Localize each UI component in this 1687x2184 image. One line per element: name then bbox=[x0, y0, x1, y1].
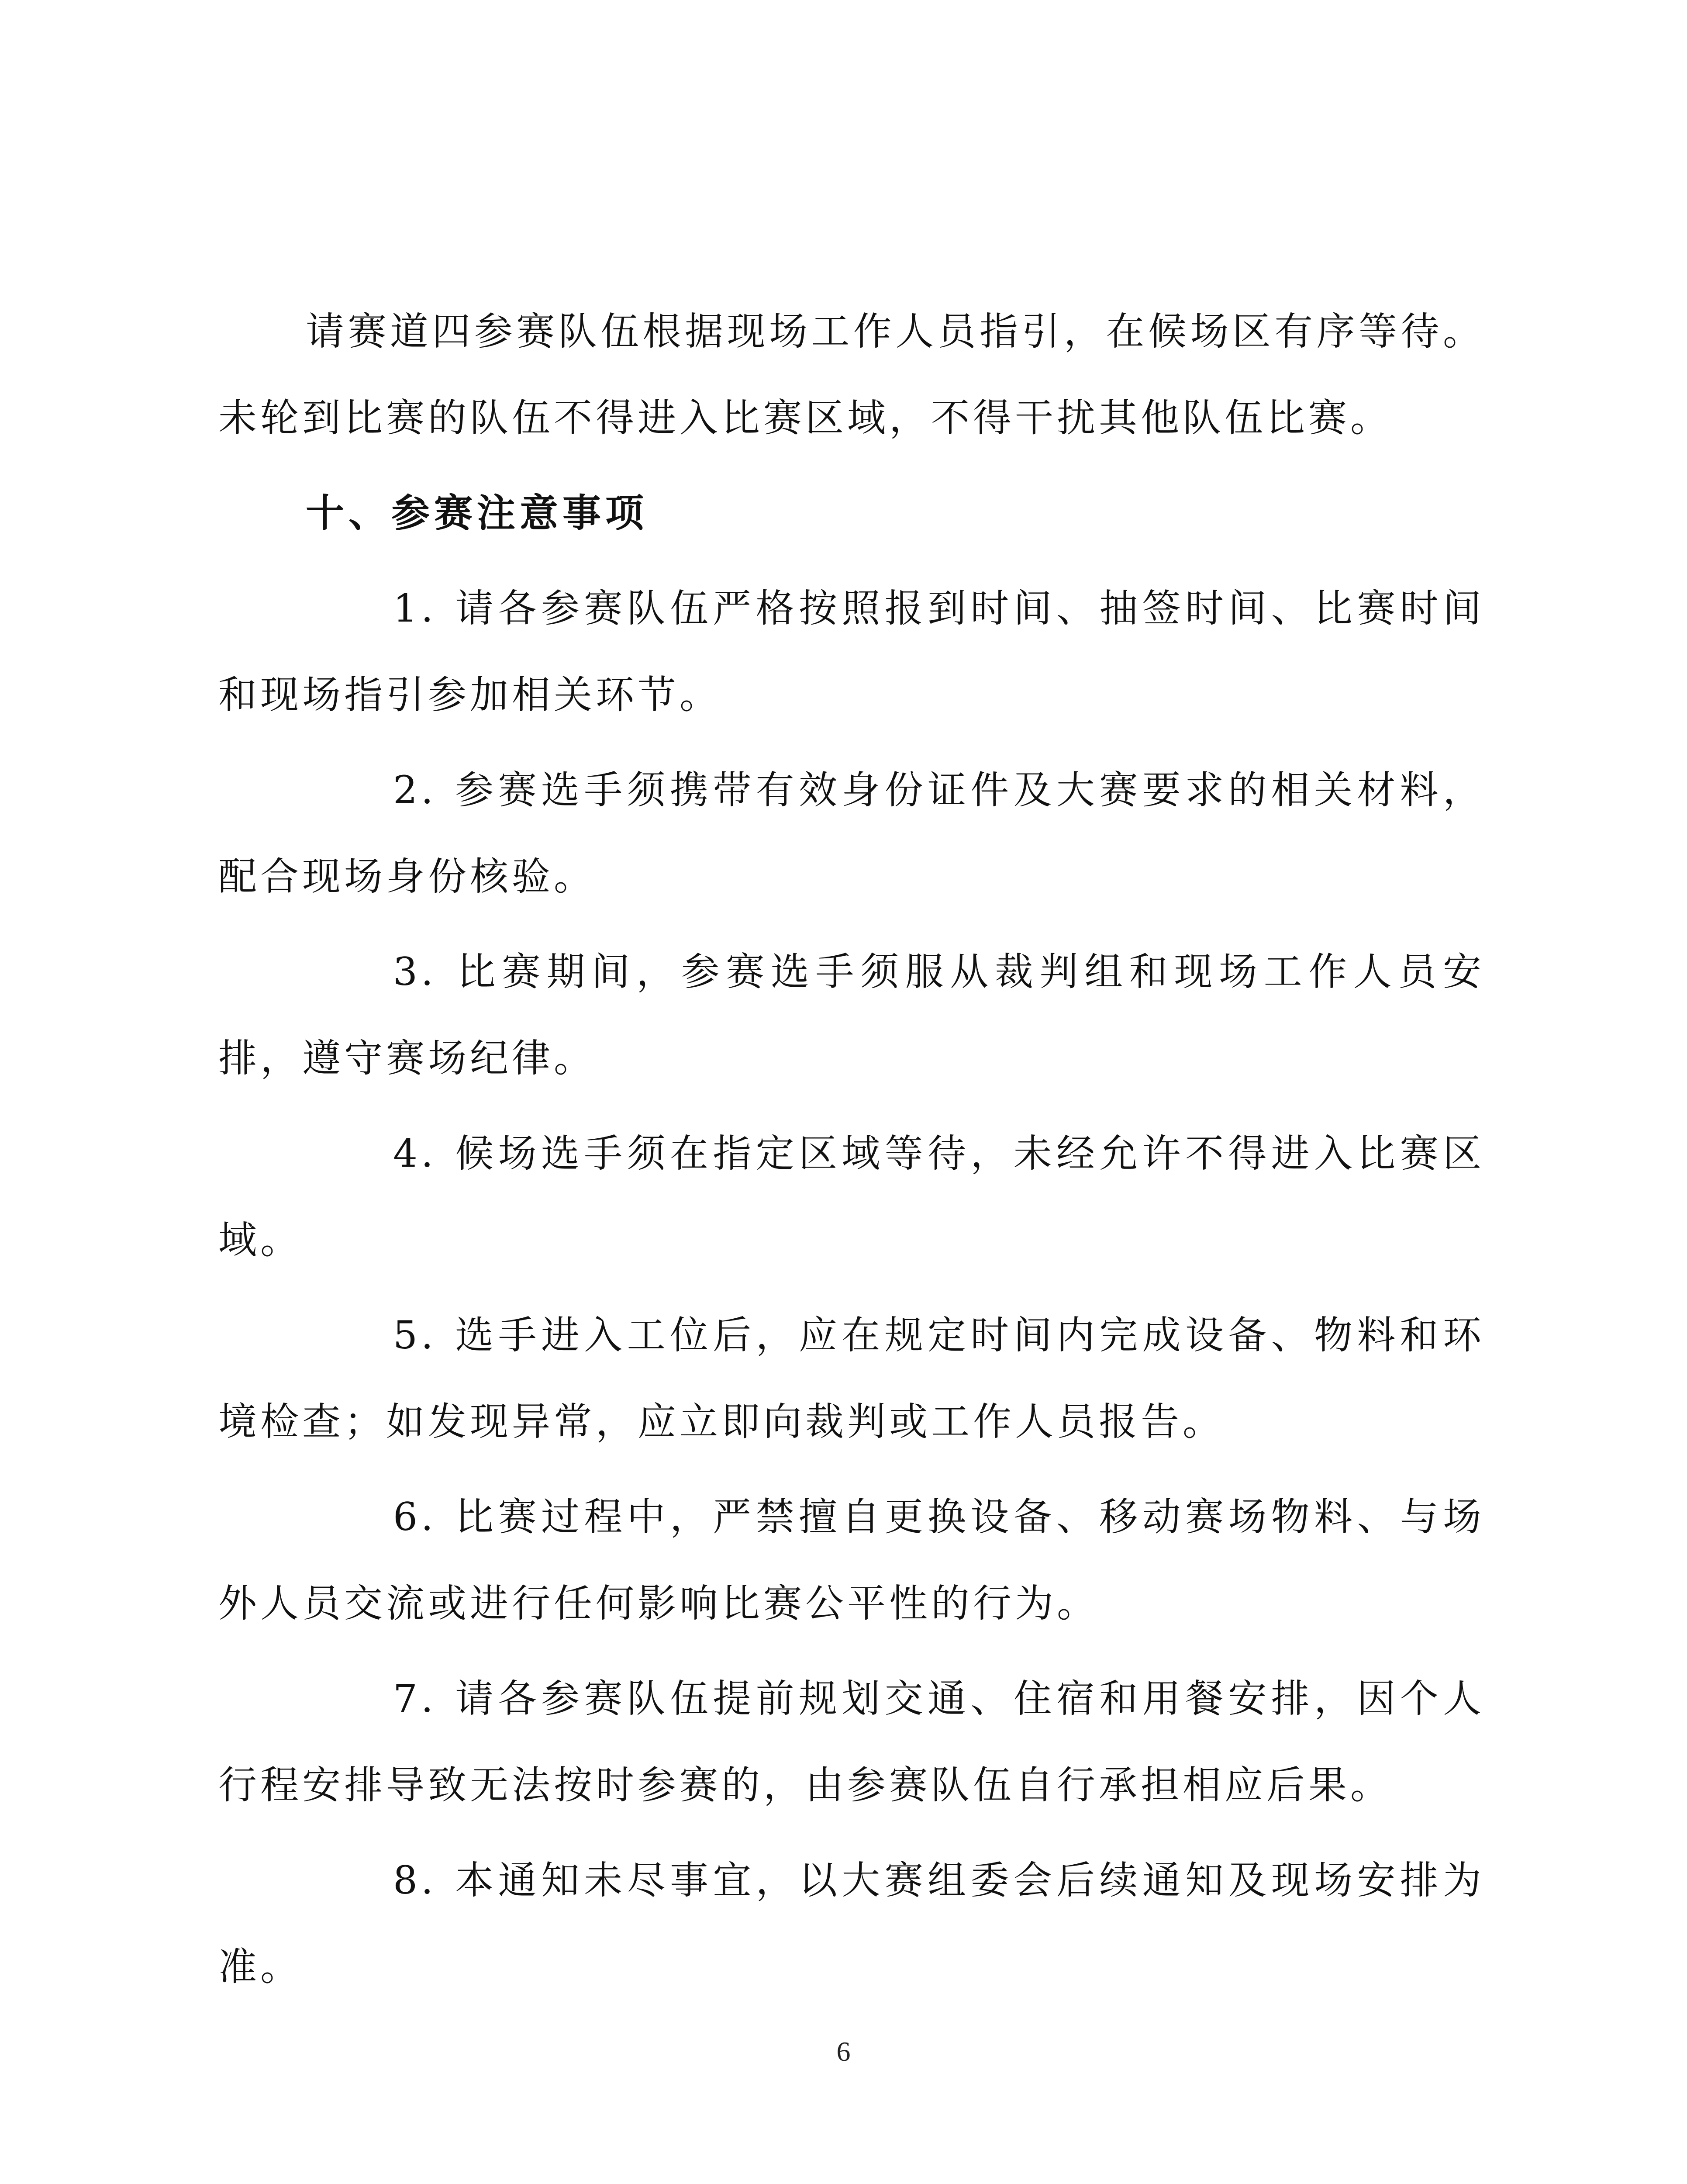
item-number: 2. bbox=[393, 767, 437, 812]
item-number: 5. bbox=[393, 1313, 437, 1358]
item-text: 候场选手须在指定区域等待，未经允许不得进入比赛区域。 bbox=[218, 1131, 1485, 1262]
list-item bbox=[218, 747, 1485, 920]
item-number: 7. bbox=[393, 1676, 437, 1721]
item-text: 比赛期间，参赛选手须服从裁判组和现场工作人员安排，遵守赛场纪律。 bbox=[218, 949, 1485, 1081]
item-text: 请各参赛队伍严格按照报到时间、抽签时间、比赛时间和现场指引参加相关环节。 bbox=[218, 586, 1485, 717]
list-item bbox=[218, 1837, 1485, 2010]
item-text: 本通知未尽事宜，以大赛组委会后续通知及现场安排为准。 bbox=[218, 1858, 1485, 1989]
item-number: 3. bbox=[393, 949, 437, 994]
item-text: 参赛选手须携带有效身份证件及大赛要求的相关材料，配合现场身份核验。 bbox=[218, 767, 1485, 899]
list-item bbox=[218, 1110, 1485, 1283]
item-text: 选手进入工位后，应在规定时间内完成设备、物料和环境检查；如发现异常，应立即向裁判或工作人员报告。 bbox=[218, 1313, 1485, 1444]
list-item bbox=[218, 1655, 1485, 1828]
item-number: 4. bbox=[393, 1131, 437, 1176]
intro-paragraph: 请赛道四参赛队伍根据现场工作人员指引，在候场区有序等待。未轮到比赛的队伍不得进入比赛区域，不得干扰其他队伍比赛。 bbox=[218, 309, 1485, 440]
item-text: 请各参赛队伍提前规划交通、住宿和用餐安排，因个人行程安排导致无法按时参赛的，由参赛队伍自行承担相应后果。 bbox=[218, 1676, 1485, 1807]
item-text: 比赛过程中，严禁擅自更换设备、移动赛场物料、与场外人员交流或进行任何影响比赛公平性的行为。 bbox=[218, 1494, 1485, 1626]
item-number: 8. bbox=[393, 1858, 437, 1903]
list-item bbox=[218, 1474, 1485, 1647]
item-number: 6. bbox=[393, 1494, 437, 1539]
page-number: 6 bbox=[836, 2036, 851, 2067]
list-item bbox=[218, 929, 1485, 1102]
list-item bbox=[218, 1292, 1485, 1465]
document-body bbox=[218, 288, 1485, 2019]
item-number: 1. bbox=[393, 586, 437, 631]
section-heading: 十、参赛注意事项 bbox=[306, 491, 649, 536]
list-item bbox=[218, 565, 1485, 738]
